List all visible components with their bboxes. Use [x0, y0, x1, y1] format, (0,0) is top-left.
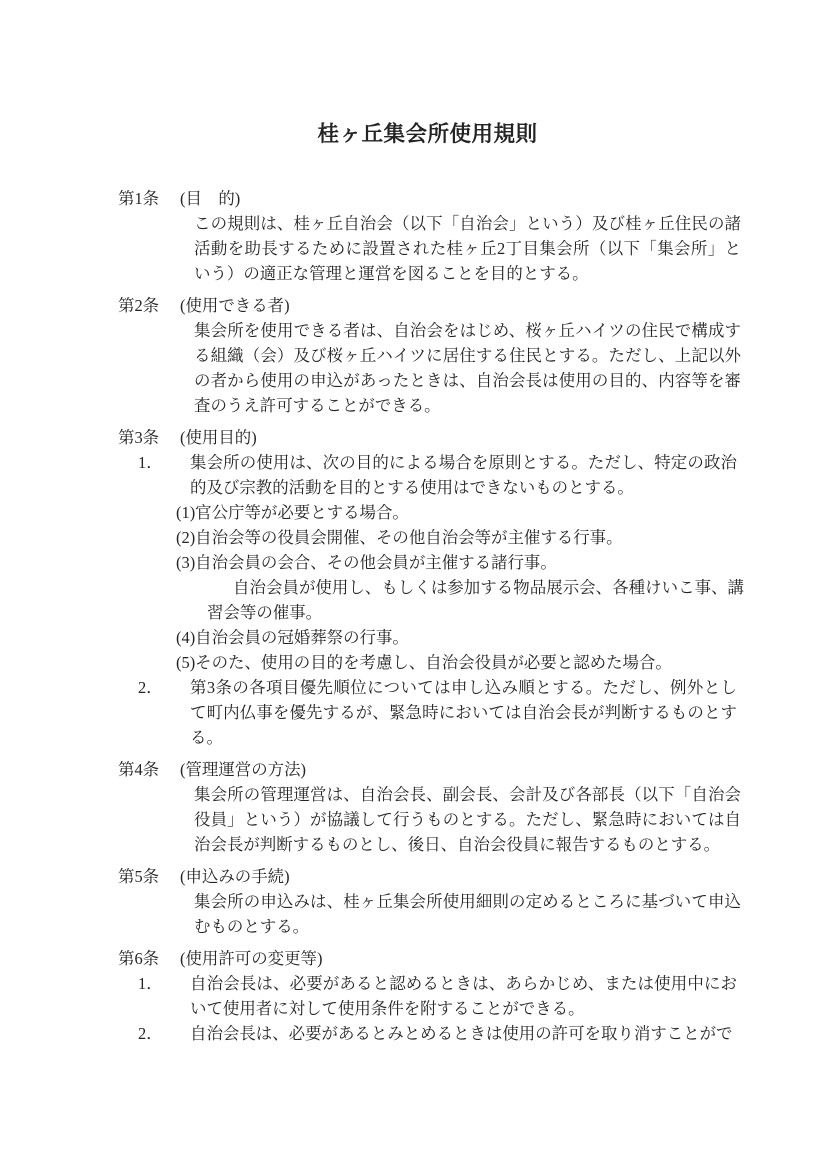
- article-3-item-1-text: 集会所の使用は、次の目的による場合を原則とする。ただし、特定の政治的及び宗教的活動を目的とする使用はできないものとする。: [190, 453, 737, 497]
- article-3-label: 第3条: [118, 428, 160, 447]
- article-4-header: [0, 757, 822, 782]
- article-3: [0, 425, 822, 750]
- article-4: [0, 757, 822, 857]
- article-4-heading: (管理運営の方法): [180, 760, 307, 779]
- article-6-header: [0, 946, 822, 971]
- article-3-subitem-4: (4)自治会員の冠婚葬祭の行事。: [176, 628, 409, 647]
- article-5-heading: (申込みの手続): [180, 867, 290, 886]
- article-1: [0, 186, 822, 286]
- article-3-subitem-5: (5)そのた、使用の目的を考慮し、自治会役員が必要と認めた場合。: [176, 653, 672, 672]
- article-6-item-1-number: 1．: [138, 974, 163, 993]
- article-6-label: 第6条: [118, 949, 160, 968]
- article-3-header: [0, 425, 822, 450]
- article-1-header: [0, 186, 822, 211]
- article-3-subitem-3-note: 自治会員が使用し、もしくは参加する物品展示会、各種けいこ事、講習会等の催事。: [207, 578, 744, 622]
- article-6-item-1: [138, 971, 822, 1021]
- article-3-item-2-text: 第3条の各項目優先順位については申し込み順とする。ただし、例外として町内仏事を優先するが、緊急時においては自治会長が判断するものとする。: [190, 678, 737, 747]
- article-3-item-2-number: 2．: [138, 678, 163, 697]
- article-3-item-1: [138, 450, 822, 500]
- article-6-item-2-number: 2．: [138, 1024, 163, 1043]
- article-2: [0, 293, 822, 418]
- article-5-label: 第5条: [118, 867, 160, 886]
- article-4-paragraph: 集会所の管理運営は、自治会長、副会長、会計及び各部長（以下「自治会役員」という）が協議して行うものとする。ただし、緊急時においては自治会長が判断するものとし、後日、自治会役員に報告するものとする。: [194, 785, 741, 854]
- article-3-item-2: [138, 675, 822, 750]
- article-6-item-2-text: 自治会長は、必要があるとみとめるときは使用の許可を取り消すことがで: [190, 1024, 733, 1043]
- article-2-paragraph: 集会所を使用できる者は、自治会をはじめ、桜ヶ丘ハイツの住民で構成する組織（会）及び桜ヶ丘ハイツに居住する住民とする。ただし、上記以外の者から使用の申込があったときは、自治会長は使用の目的、内容等を審査のうえ許可することができる。: [194, 321, 741, 415]
- article-6-item-2: [138, 1021, 822, 1046]
- article-6: [0, 946, 822, 1046]
- article-3-subitem-2: (2)自治会等の役員会開催、その他自治会等が主催する行事。: [176, 528, 623, 547]
- article-3-item-1-number: 1．: [138, 453, 163, 472]
- article-2-header: [0, 293, 822, 318]
- article-1-paragraph: この規則は、桂ヶ丘自治会（以下「自治会」という）及び桂ヶ丘住民の諸活動を助長するために設置された桂ヶ丘2丁目集会所（以下「集会所」という）の適正な管理と運営を図ることを目的とする。: [194, 214, 741, 283]
- article-2-heading: (使用できる者): [180, 296, 290, 315]
- article-4-label: 第4条: [118, 760, 160, 779]
- article-3-subitem-1: (1)官公庁等が必要とする場合。: [176, 503, 409, 522]
- article-6-item-1-text: 自治会長は、必要があると認めるときは、あらかじめ、または使用中において使用者に対して使用条件を附することができる。: [190, 974, 737, 1018]
- article-1-label: 第1条: [118, 189, 160, 208]
- document-title: 桂ヶ丘集会所使用規則: [317, 122, 538, 146]
- article-5-paragraph: 集会所の申込みは、桂ヶ丘集会所使用細則の定めるところに基づいて申込むものとする。: [194, 892, 741, 936]
- article-1-heading: (目 的): [180, 189, 241, 208]
- article-5: [0, 864, 822, 939]
- article-6-heading: (使用許可の変更等): [180, 949, 323, 968]
- article-3-heading: (使用目的): [180, 428, 257, 447]
- article-5-header: [0, 864, 822, 889]
- article-2-label: 第2条: [118, 296, 160, 315]
- article-3-subitem-3: (3)自治会員の会合、その他会員が主催する諸行事。: [176, 553, 557, 572]
